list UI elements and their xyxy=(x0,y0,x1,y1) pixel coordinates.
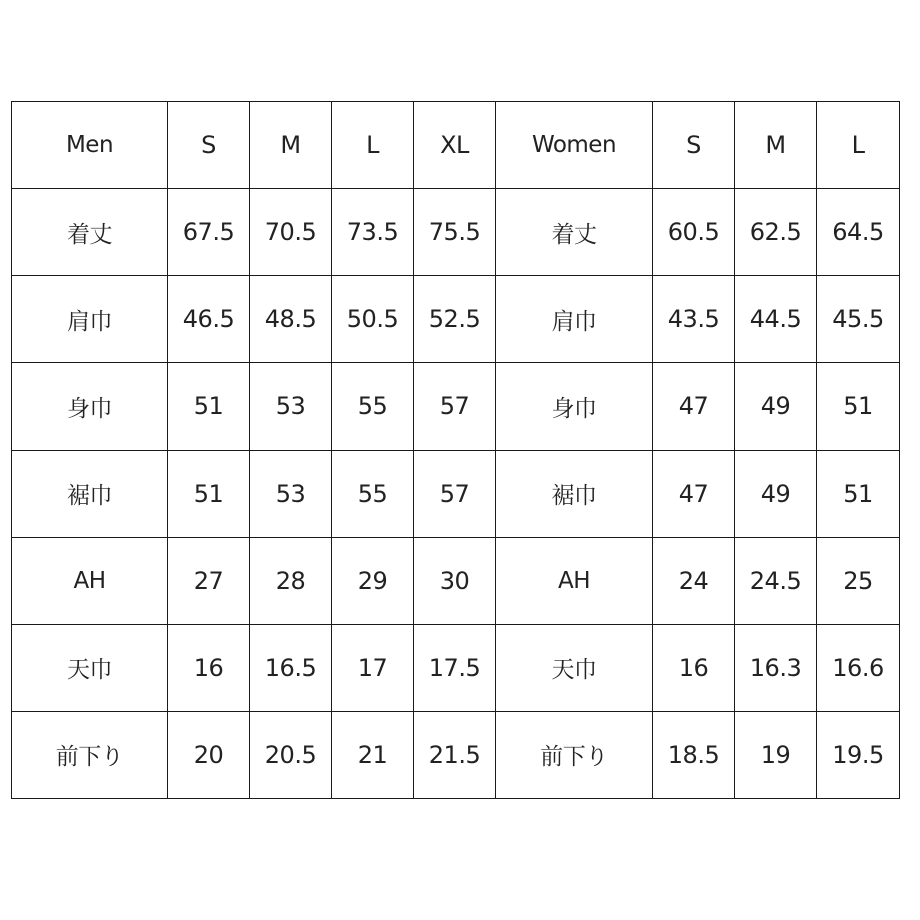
women-value-cell: 24.5 xyxy=(735,537,817,624)
measurement-row xyxy=(12,624,900,711)
men-value-cell: 16.5 xyxy=(250,624,332,711)
women-value-cell: 62.5 xyxy=(735,189,817,276)
women-value-cell: 47 xyxy=(653,450,735,537)
women-value-cell: 60.5 xyxy=(653,189,735,276)
men-value-cell: 21.5 xyxy=(414,711,496,798)
women-value-cell: 19 xyxy=(735,711,817,798)
men-size-m-header: M xyxy=(250,102,332,189)
men-value-cell: 20 xyxy=(168,711,250,798)
header-row xyxy=(12,102,900,189)
men-value-cell: 57 xyxy=(414,450,496,537)
men-value-cell: 48.5 xyxy=(250,276,332,363)
men-size-l-header: L xyxy=(332,102,414,189)
men-measurement-label: 裾巾 xyxy=(12,450,168,537)
women-size-l-header: L xyxy=(817,102,900,189)
men-size-xl-header: XL xyxy=(414,102,496,189)
men-value-cell: 27 xyxy=(168,537,250,624)
women-measurement-label: 前下り xyxy=(496,711,653,798)
men-measurement-label: 身巾 xyxy=(12,363,168,450)
measurement-row xyxy=(12,276,900,363)
women-measurement-label: 裾巾 xyxy=(496,450,653,537)
women-value-cell: 64.5 xyxy=(817,189,900,276)
men-value-cell: 51 xyxy=(168,363,250,450)
men-value-cell: 55 xyxy=(332,450,414,537)
men-value-cell: 67.5 xyxy=(168,189,250,276)
measurement-row xyxy=(12,363,900,450)
men-value-cell: 17.5 xyxy=(414,624,496,711)
women-value-cell: 18.5 xyxy=(653,711,735,798)
men-value-cell: 20.5 xyxy=(250,711,332,798)
men-value-cell: 53 xyxy=(250,450,332,537)
women-value-cell: 16 xyxy=(653,624,735,711)
men-value-cell: 28 xyxy=(250,537,332,624)
women-value-cell: 43.5 xyxy=(653,276,735,363)
women-value-cell: 25 xyxy=(817,537,900,624)
men-header: Men xyxy=(12,102,168,189)
men-value-cell: 29 xyxy=(332,537,414,624)
measurement-row xyxy=(12,450,900,537)
women-value-cell: 51 xyxy=(817,450,900,537)
men-value-cell: 17 xyxy=(332,624,414,711)
men-value-cell: 51 xyxy=(168,450,250,537)
women-value-cell: 49 xyxy=(735,363,817,450)
women-value-cell: 47 xyxy=(653,363,735,450)
size-chart-table xyxy=(11,101,900,799)
men-value-cell: 75.5 xyxy=(414,189,496,276)
men-measurement-label: 前下り xyxy=(12,711,168,798)
women-value-cell: 19.5 xyxy=(817,711,900,798)
women-value-cell: 16.3 xyxy=(735,624,817,711)
men-value-cell: 52.5 xyxy=(414,276,496,363)
women-measurement-label: 天巾 xyxy=(496,624,653,711)
men-value-cell: 55 xyxy=(332,363,414,450)
women-value-cell: 51 xyxy=(817,363,900,450)
men-value-cell: 70.5 xyxy=(250,189,332,276)
measurement-row xyxy=(12,711,900,798)
measurement-row xyxy=(12,537,900,624)
men-measurement-label: 着丈 xyxy=(12,189,168,276)
measurement-row xyxy=(12,189,900,276)
women-measurement-label: 着丈 xyxy=(496,189,653,276)
women-value-cell: 24 xyxy=(653,537,735,624)
men-value-cell: 46.5 xyxy=(168,276,250,363)
women-value-cell: 45.5 xyxy=(817,276,900,363)
women-value-cell: 16.6 xyxy=(817,624,900,711)
men-measurement-label: 天巾 xyxy=(12,624,168,711)
men-value-cell: 30 xyxy=(414,537,496,624)
men-value-cell: 16 xyxy=(168,624,250,711)
men-value-cell: 53 xyxy=(250,363,332,450)
women-measurement-label: 身巾 xyxy=(496,363,653,450)
women-measurement-label: AH xyxy=(496,537,653,624)
men-value-cell: 21 xyxy=(332,711,414,798)
men-value-cell: 73.5 xyxy=(332,189,414,276)
women-value-cell: 49 xyxy=(735,450,817,537)
men-value-cell: 50.5 xyxy=(332,276,414,363)
women-size-s-header: S xyxy=(653,102,735,189)
women-measurement-label: 肩巾 xyxy=(496,276,653,363)
men-size-s-header: S xyxy=(168,102,250,189)
women-value-cell: 44.5 xyxy=(735,276,817,363)
women-header: Women xyxy=(496,102,653,189)
men-measurement-label: AH xyxy=(12,537,168,624)
women-size-m-header: M xyxy=(735,102,817,189)
men-value-cell: 57 xyxy=(414,363,496,450)
men-measurement-label: 肩巾 xyxy=(12,276,168,363)
